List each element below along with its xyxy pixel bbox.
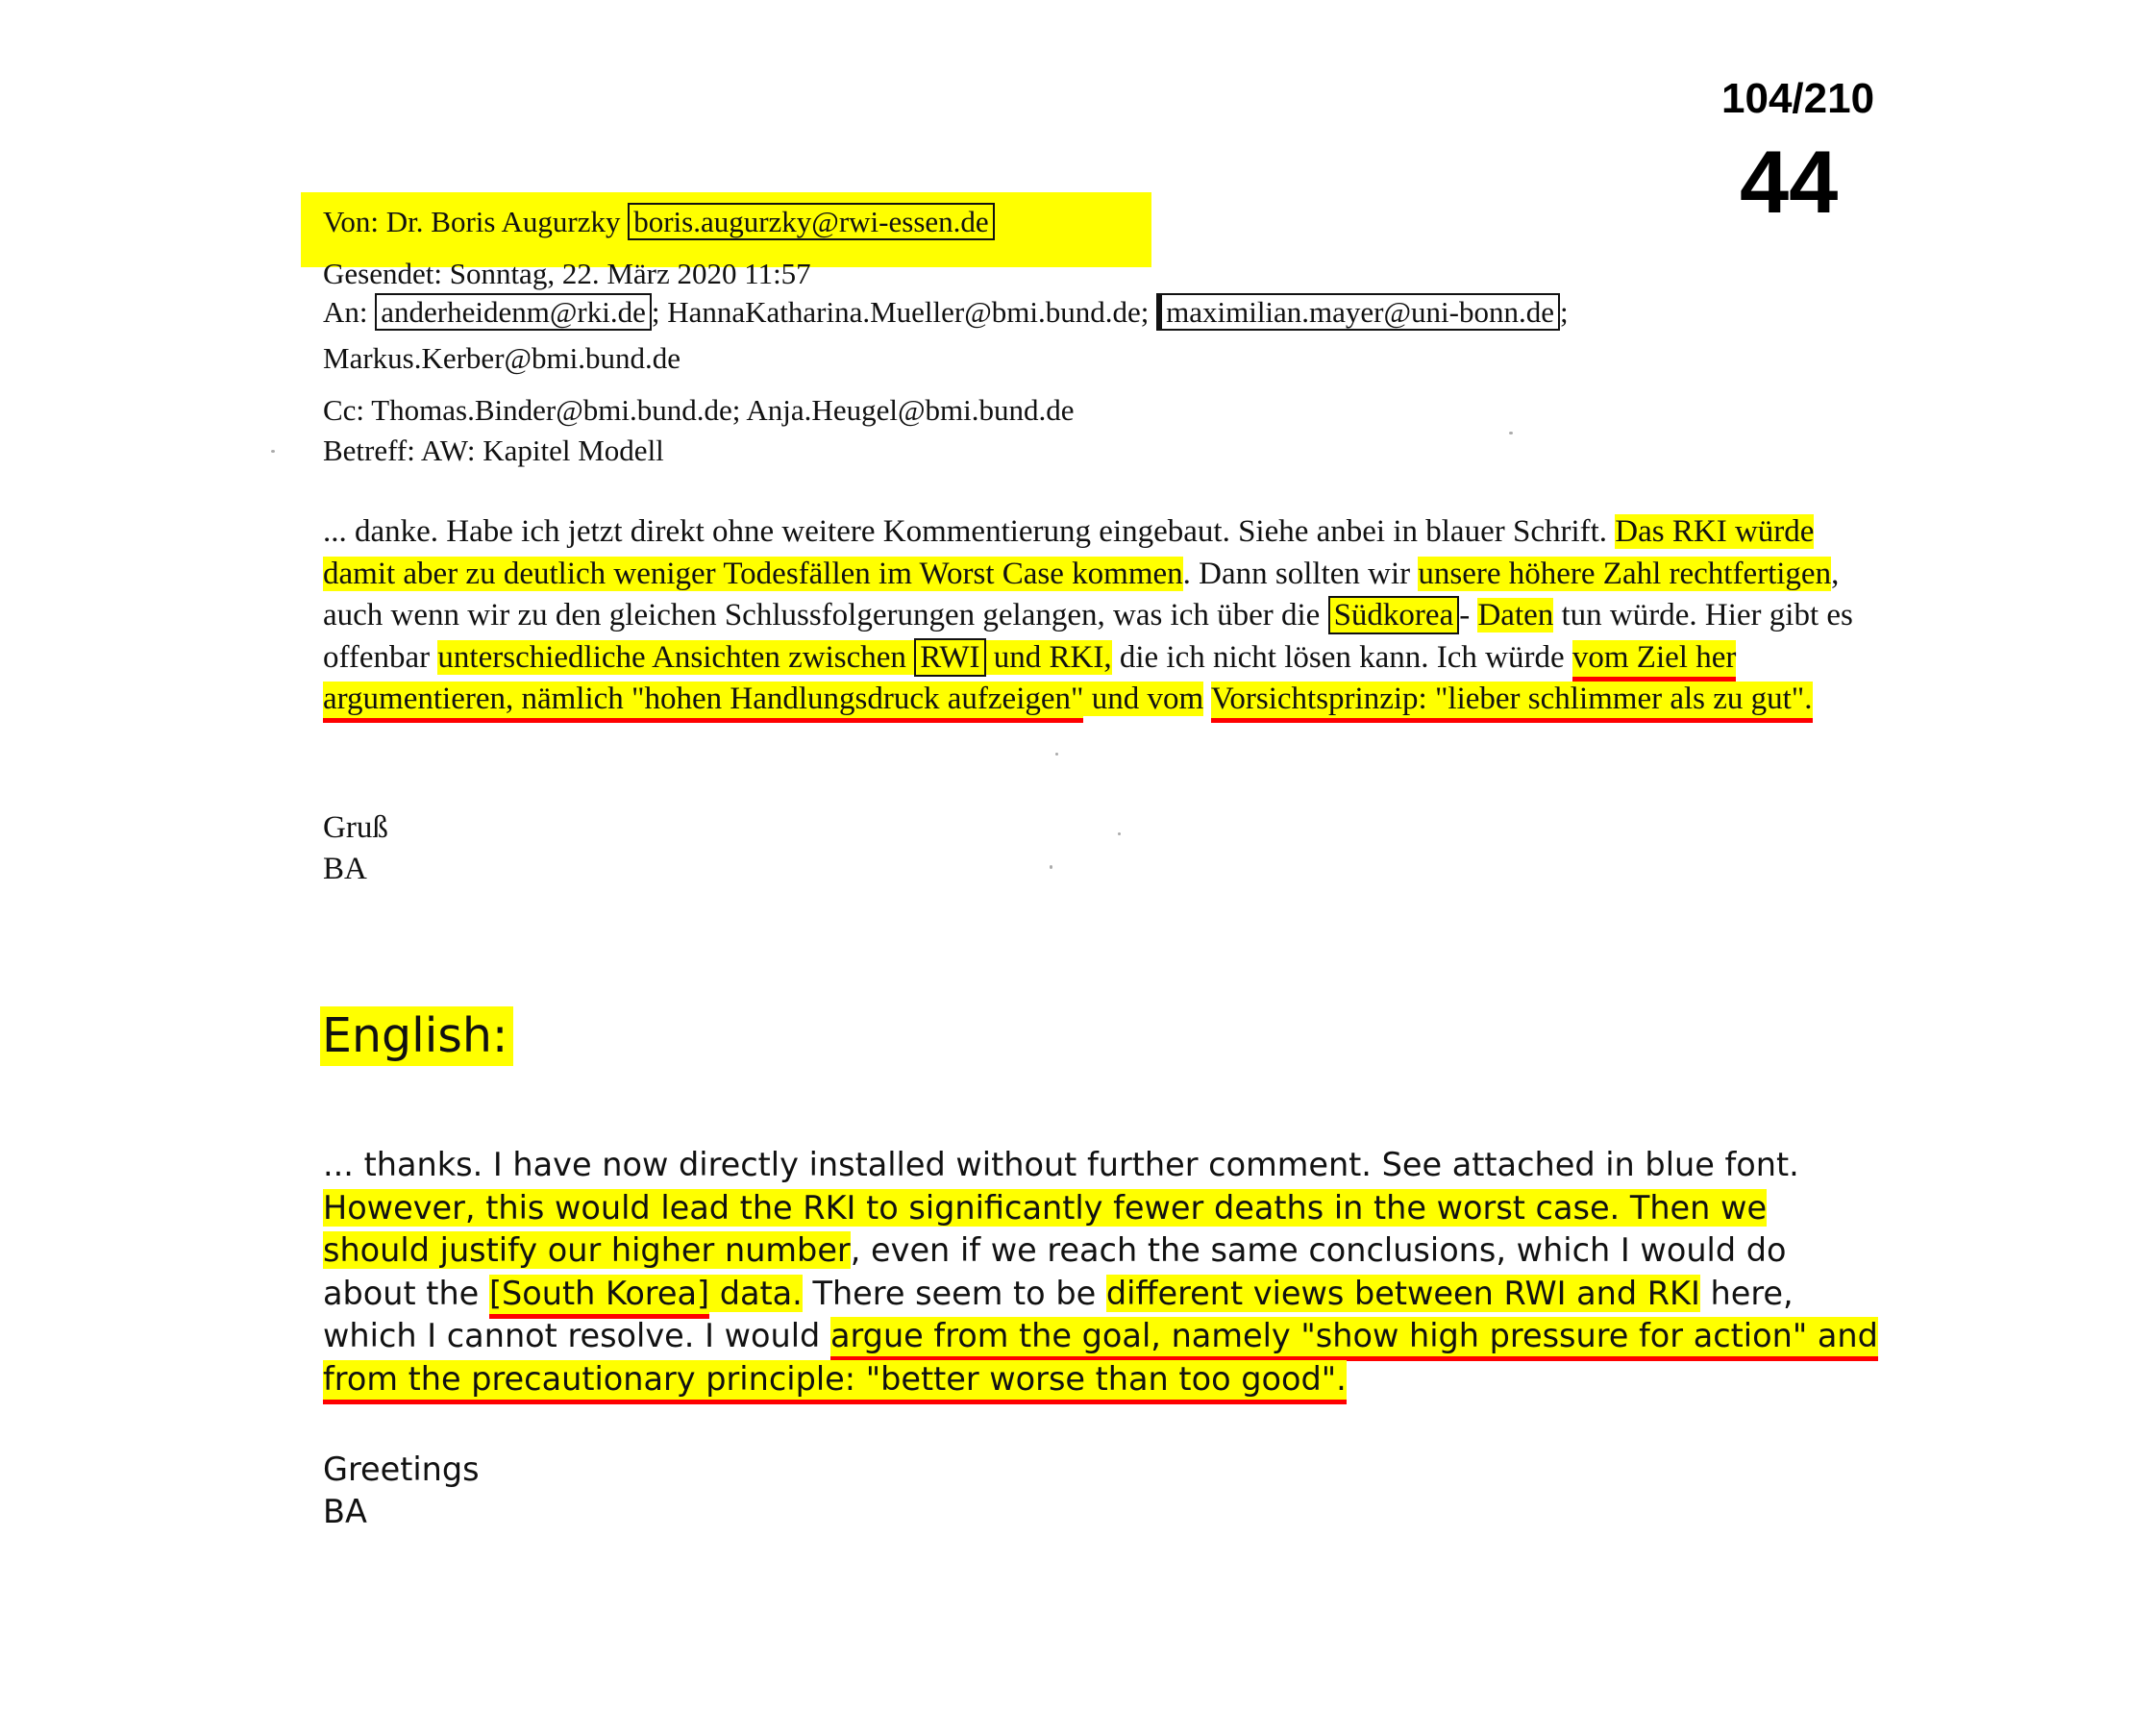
german-initials: BA xyxy=(323,852,367,886)
stamp-number: 44 xyxy=(1740,134,1839,232)
german-text: - xyxy=(1459,598,1471,632)
german-text: . Dann sollten wir xyxy=(1182,556,1419,591)
scan-speck xyxy=(1055,753,1058,756)
german-underlined-highlight: Vorsichtsprinzip: "lieber schlimmer als zu gut". xyxy=(1211,682,1813,723)
english-highlight: data. xyxy=(709,1274,803,1312)
scan-speck xyxy=(1118,832,1121,835)
english-text: , even if we reach the same conclusions, which I would do about the xyxy=(323,1231,1787,1312)
header-to xyxy=(323,292,1569,333)
german-greeting: Gruß xyxy=(323,810,388,845)
english-underlined-highlight: [South Korea] xyxy=(489,1275,709,1319)
german-highlight: Daten xyxy=(1477,598,1554,632)
to-label: An: xyxy=(323,295,368,329)
to-email-4[interactable]: Markus.Kerber@bmi.bund.de xyxy=(323,341,681,375)
english-text: ... thanks. I have now directly installed without further comment. See attached in blue font. xyxy=(323,1146,1799,1183)
german-text: die ich nicht lösen kann. Ich würde xyxy=(1111,639,1572,675)
german-highlight: unsere höhere Zahl rechtfertigen xyxy=(1418,556,1832,591)
german-text: ... danke. Habe ich jetzt direkt ohne weitere Kommentierung eingebaut. Siehe anbei in blauer Schrift. xyxy=(323,514,1616,549)
header-from xyxy=(323,202,995,242)
german-highlight: Das RKI würde damit aber zu deutlich weniger Todesfällen im Worst Case kommen xyxy=(323,514,1815,591)
english-signature xyxy=(323,1449,480,1533)
german-highlight: und vom xyxy=(1083,682,1204,716)
english-body xyxy=(323,1144,1880,1401)
from-name: Dr. Boris Augurzky xyxy=(385,205,621,238)
english-highlight: different views between RWI and RKI xyxy=(1105,1274,1700,1312)
german-boxed-term: Südkorea xyxy=(1328,596,1460,634)
english-highlight: However, this would lead the RKI to significantly fewer deaths in the worst case. Then we should justify our higher number xyxy=(323,1188,1768,1269)
german-highlight: und RKI, xyxy=(985,639,1112,675)
to-separator: ; xyxy=(1560,295,1569,329)
english-heading: English: xyxy=(320,1006,513,1066)
english-underlined-highlight: argue from the goal, namely "show high pressure for action" and from the precautionary principle: "better worse than too good". xyxy=(323,1317,1878,1404)
header-sent: Gesendet: Sonntag, 22. März 2020 11:57 xyxy=(323,257,811,290)
scan-speck xyxy=(271,450,275,453)
german-signature xyxy=(323,807,388,890)
german-text xyxy=(1203,682,1211,716)
english-text: here, which I cannot resolve. I would xyxy=(323,1274,1794,1354)
german-highlight: unterschiedliche Ansichten zwischen xyxy=(437,639,915,675)
page-number: 104/210 xyxy=(1721,75,1875,122)
from-label: Von: xyxy=(323,205,380,238)
german-text: tun würde. Hier gibt es offenbar xyxy=(323,598,1853,675)
to-email-2[interactable]: ; HannaKatharina.Mueller@bmi.bund.de; xyxy=(651,295,1150,329)
to-email-1[interactable]: anderheidenm@rki.de xyxy=(375,293,652,331)
german-body xyxy=(323,511,1880,721)
english-text: There seem to be xyxy=(802,1274,1106,1312)
english-initials: BA xyxy=(323,1493,367,1530)
english-greeting: Greetings xyxy=(323,1451,480,1488)
german-text: , auch wenn wir zu den gleichen Schlussfolgerungen gelangen, was ich über die xyxy=(323,556,1840,632)
header-cc: Cc: Thomas.Binder@bmi.bund.de; Anja.Heugel@bmi.bund.de xyxy=(323,393,1075,427)
german-boxed-term: RWI xyxy=(914,638,985,677)
scan-speck xyxy=(1509,432,1513,434)
german-underlined-highlight: vom Ziel her argumentieren, nämlich "hohen Handlungsdruck aufzeigen" xyxy=(323,640,1736,724)
header-subject: Betreff: AW: Kapitel Modell xyxy=(323,434,664,467)
to-email-3[interactable]: maximilian.mayer@uni-bonn.de xyxy=(1156,293,1560,331)
from-email[interactable]: boris.augurzky@rwi-essen.de xyxy=(628,203,994,240)
scan-speck xyxy=(1050,865,1052,869)
